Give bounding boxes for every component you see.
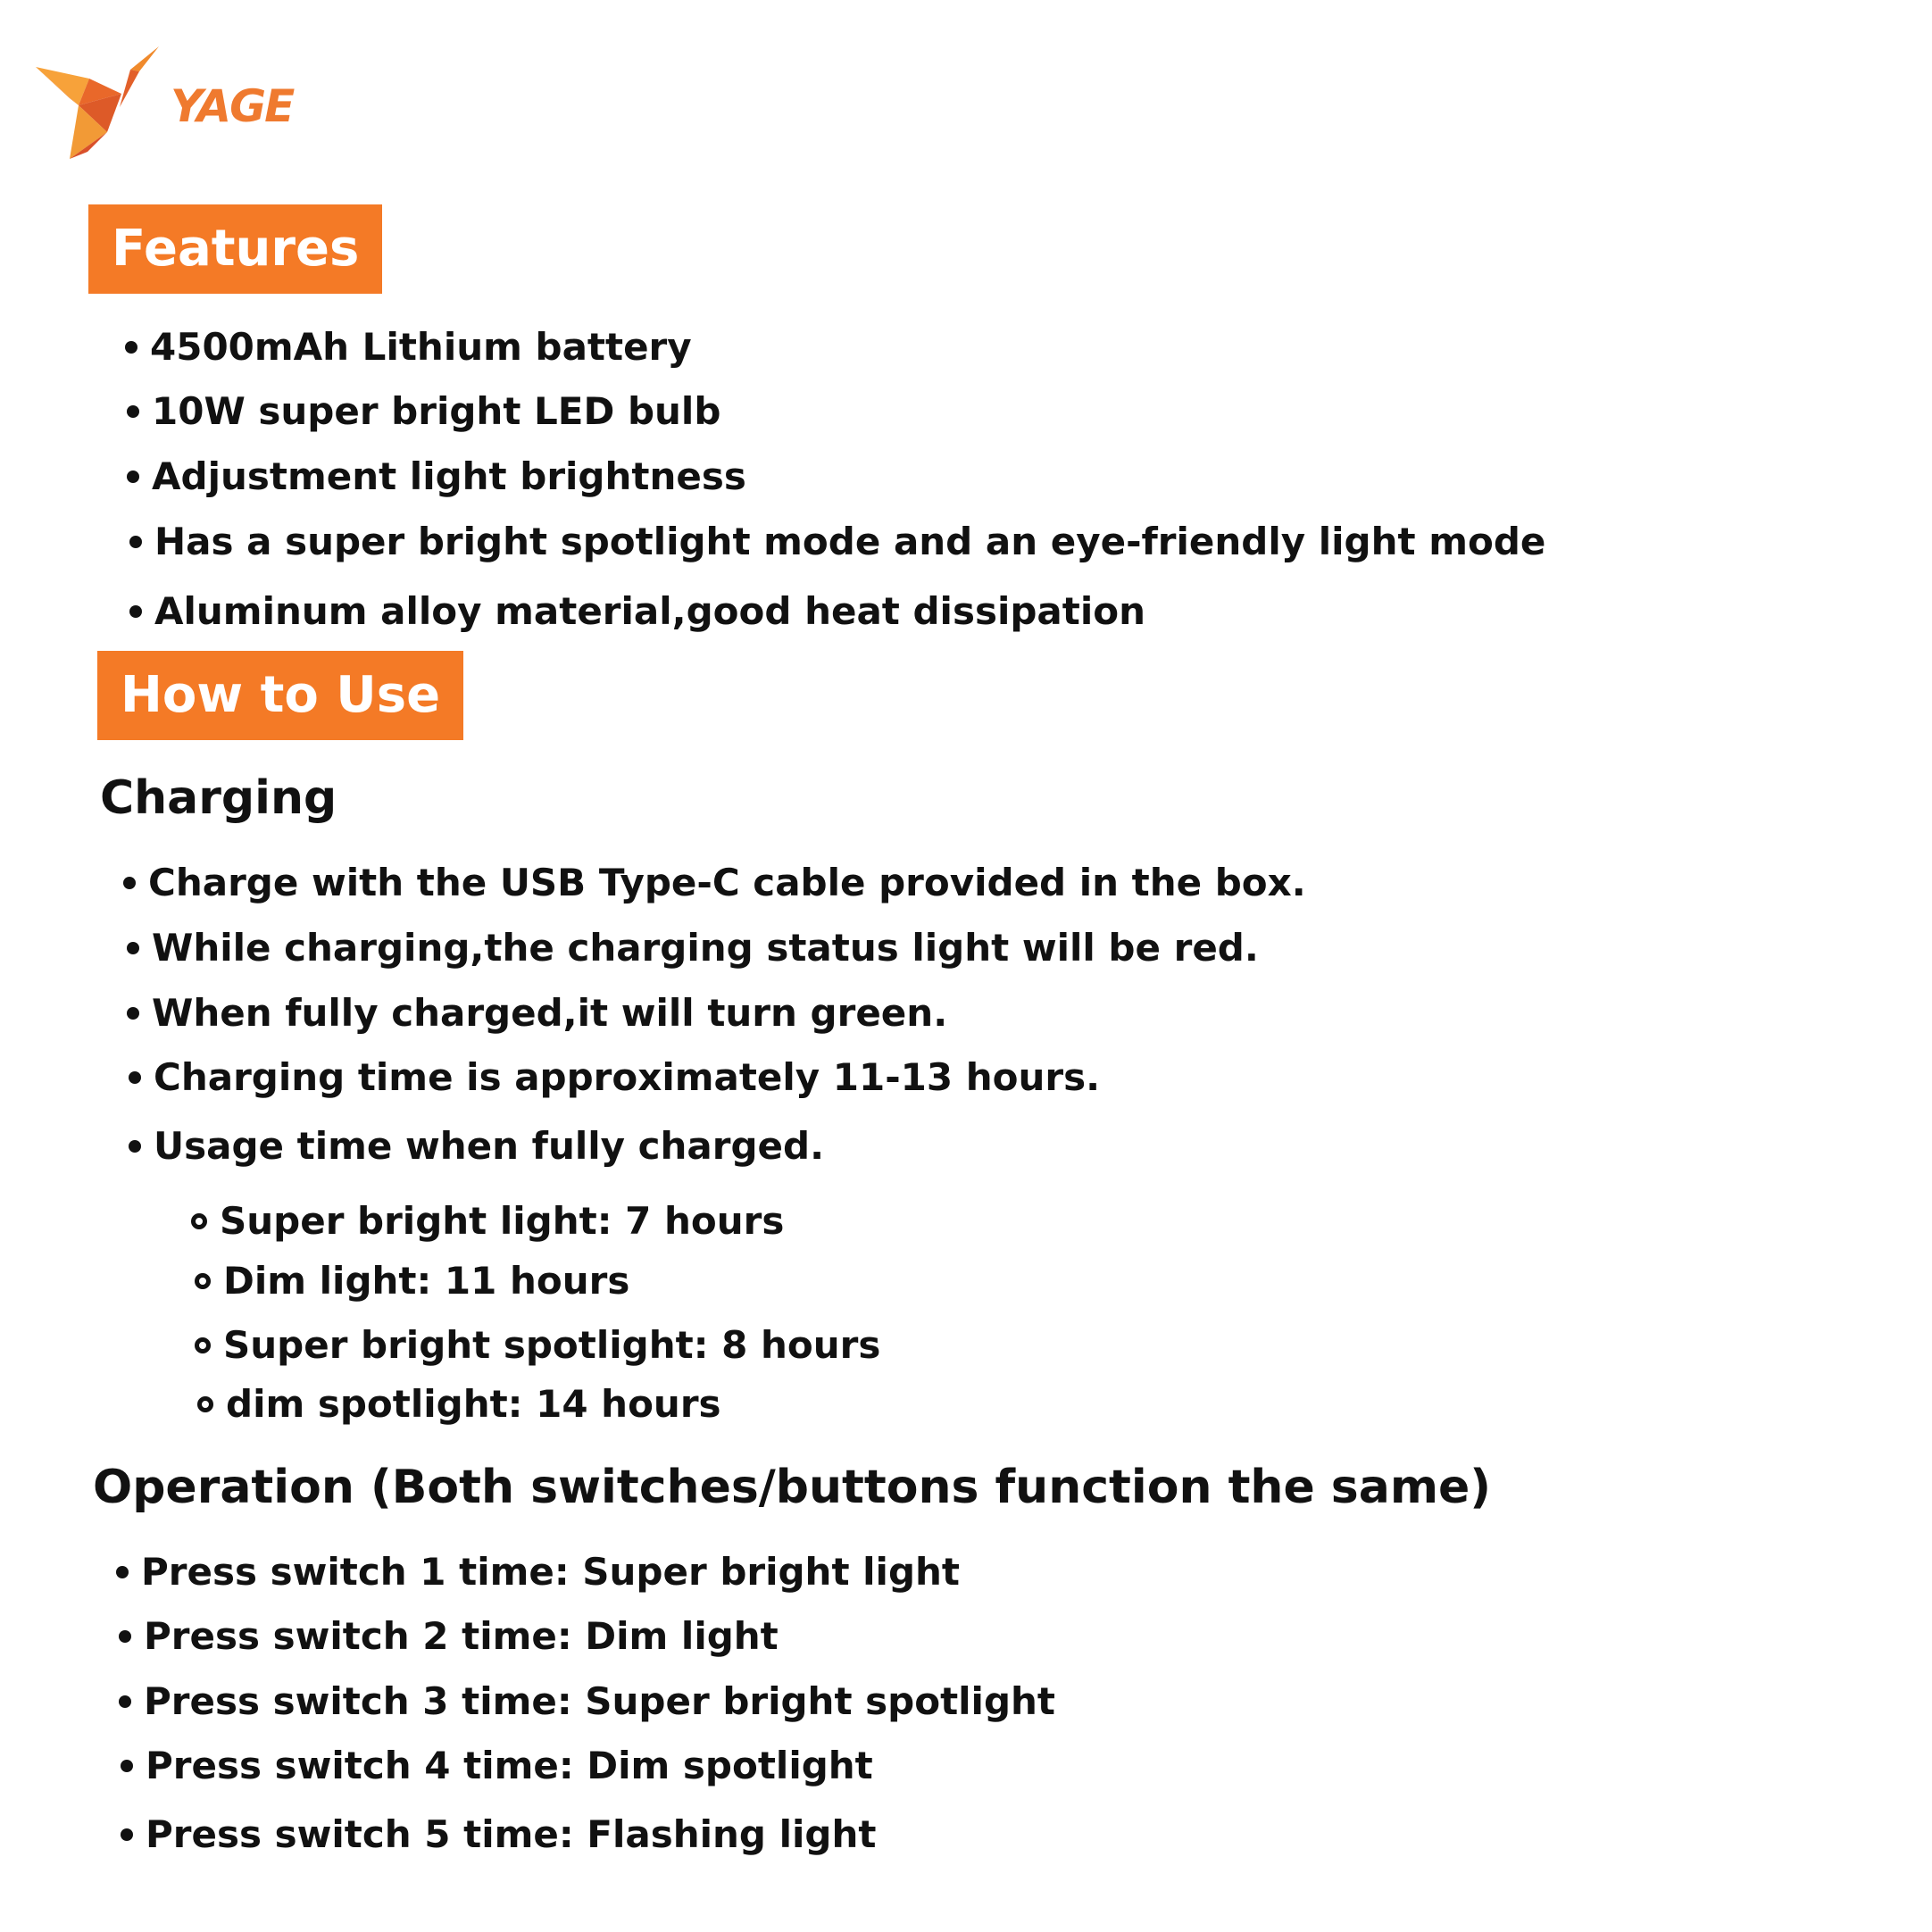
list-item: [127, 926, 1259, 970]
sub-list-item: [197, 1382, 721, 1426]
circle-bullet-icon: [191, 1213, 207, 1229]
list-item-text: Charging time is approximately 11-13 hours.: [154, 1055, 1101, 1099]
list-item: [121, 1812, 877, 1856]
brand-logo: [34, 45, 302, 161]
list-item-text: Press switch 4 time: Dim spotlight: [146, 1744, 873, 1787]
list-item: [129, 1124, 825, 1168]
operation-heading: Operation (Both switches/buttons function the same): [93, 1461, 1492, 1514]
list-item-text: Usage time when fully charged.: [154, 1124, 825, 1168]
list-item: [121, 1744, 873, 1787]
list-item: [129, 589, 1145, 633]
list-item-text: When fully charged,it will turn green.: [152, 991, 948, 1035]
bullet-icon: [127, 1007, 139, 1020]
bullet-icon: [116, 1566, 129, 1578]
list-item: [123, 861, 1306, 904]
list-item-text: Press switch 5 time: Flashing light: [146, 1812, 877, 1856]
list-item: [127, 454, 746, 498]
sub-list-item-text: Super bright light: 7 hours: [220, 1199, 785, 1243]
circle-bullet-icon: [195, 1273, 211, 1289]
list-item: [116, 1550, 960, 1594]
list-item-text: While charging,the charging status light will be red.: [152, 926, 1259, 970]
bullet-icon: [125, 341, 137, 354]
bullet-icon: [127, 942, 139, 954]
list-item-text: Charge with the USB Type-C cable provided in the box.: [148, 861, 1306, 904]
list-item: [127, 389, 721, 433]
list-item-text: Press switch 2 time: Dim light: [144, 1614, 779, 1658]
bullet-icon: [123, 877, 136, 889]
list-item-text: Adjustment light brightness: [152, 454, 746, 498]
charging-heading: Charging: [100, 771, 337, 825]
list-item: [127, 991, 948, 1035]
bullet-icon: [121, 1828, 133, 1841]
bullet-icon: [127, 405, 139, 418]
list-item-text: Press switch 1 time: Super bright light: [141, 1550, 960, 1594]
circle-bullet-icon: [197, 1396, 213, 1412]
bullet-icon: [129, 536, 142, 548]
bullet-icon: [121, 1760, 133, 1772]
sub-list-item: [195, 1323, 881, 1367]
sub-list-item-text: Dim light: 11 hours: [223, 1259, 630, 1303]
list-item-text: Aluminum alloy material,good heat dissipation: [154, 589, 1145, 633]
bullet-icon: [129, 1071, 141, 1084]
bullet-icon: [129, 1140, 141, 1153]
list-item-text: Has a super bright spotlight mode and an eye-friendly light mode: [154, 520, 1546, 563]
circle-bullet-icon: [195, 1337, 211, 1353]
origami-bird-icon: [34, 45, 177, 161]
sub-list-item-text: dim spotlight: 14 hours: [226, 1382, 721, 1426]
brand-name: YAGE: [171, 80, 294, 132]
list-item: [119, 1614, 779, 1658]
list-item: [119, 1679, 1055, 1723]
list-item: [129, 1055, 1101, 1099]
list-item: [125, 325, 692, 369]
bullet-icon: [127, 471, 139, 483]
sub-list-item-text: Super bright spotlight: 8 hours: [223, 1323, 881, 1367]
list-item-text: 10W super bright LED bulb: [152, 389, 721, 433]
features-heading: Features: [88, 204, 382, 294]
list-item: [129, 520, 1546, 563]
list-item-text: 4500mAh Lithium battery: [150, 325, 692, 369]
sub-list-item: [191, 1199, 785, 1243]
list-item-text: Press switch 3 time: Super bright spotlight: [144, 1679, 1055, 1723]
bullet-icon: [129, 605, 142, 618]
sub-list-item: [195, 1259, 630, 1303]
bullet-icon: [119, 1695, 131, 1708]
bullet-icon: [119, 1630, 131, 1643]
how-to-use-heading: How to Use: [97, 651, 463, 740]
